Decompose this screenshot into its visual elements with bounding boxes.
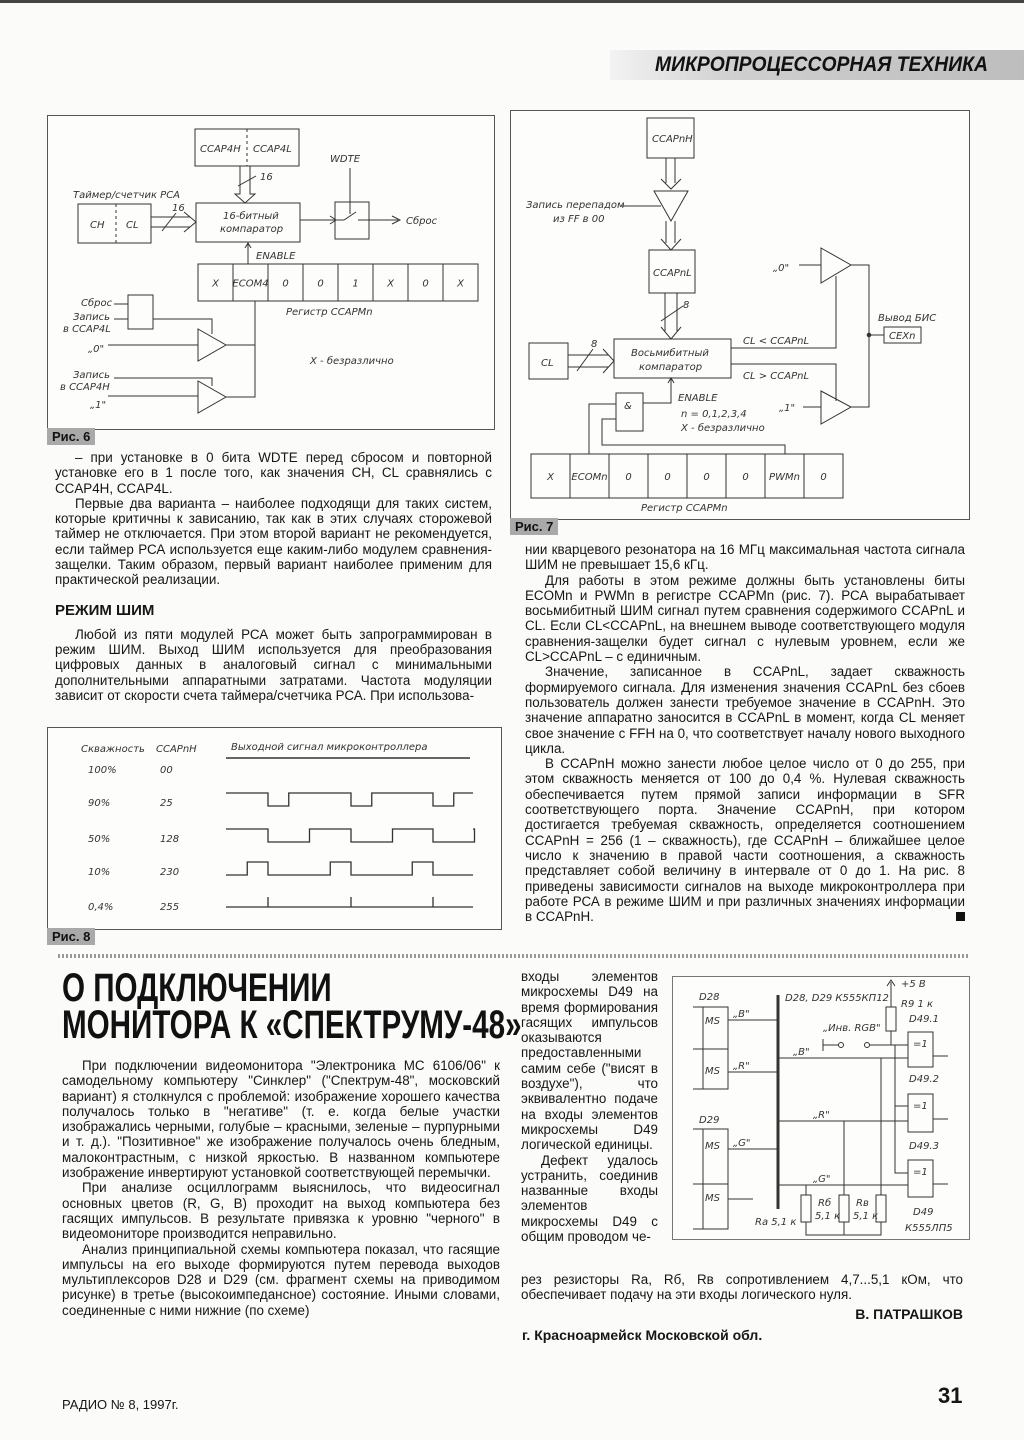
label-pin: Вывод БИС (878, 313, 937, 324)
label-d49: D49 (913, 1207, 934, 1218)
pwm-waveform (226, 829, 475, 842)
label-ms: MS (705, 1016, 720, 1027)
ccapnh-value: 230 (160, 867, 180, 878)
paragraph: рез резисторы Rа, Rб, Rв сопротивлением 4,7...5,1 кОм, что обеспечивает подачу на эти входы логического нуля. (521, 1272, 963, 1303)
pwm-waveform (226, 897, 473, 907)
register-label: Регистр CCAPMn (286, 307, 373, 318)
gate-d49-2 (908, 1094, 933, 1132)
ch-cl-box (78, 204, 151, 243)
label-write-edge: Запись перепадом (526, 200, 625, 211)
figure-7-caption: Рис. 7 (510, 518, 558, 535)
svg-text:=1: =1 (913, 1039, 928, 1050)
label-and: & (624, 401, 632, 412)
input-zero: „0" (88, 344, 105, 355)
input-reset: Сброс (81, 298, 113, 309)
article-divider (58, 954, 968, 958)
input-one: „1" (90, 400, 107, 411)
label-d49-1: D49.1 (909, 1014, 939, 1025)
signal-r: „R" (733, 1061, 750, 1072)
duty-value: 100% (88, 765, 117, 776)
label-ccap4h: CCAP4H (200, 144, 241, 155)
duty-value: 10% (88, 867, 111, 878)
column-header-duty: Скважность (81, 744, 145, 755)
column-header-ccapnh: CCAPnH (156, 744, 197, 755)
register-bit: X (387, 278, 394, 290)
ccapnh-value: 128 (160, 834, 180, 845)
figure-6 (47, 115, 495, 430)
article-continuation (521, 1272, 963, 1303)
label-invert-rgb: „Инв. RGB" (823, 1023, 881, 1034)
left-column-text (55, 450, 492, 703)
bus-width-label: 16 (260, 172, 273, 183)
ccapnh-value: 25 (160, 798, 173, 809)
label-ccap4l: CCAP4L (253, 144, 292, 155)
label-ms: MS (705, 1193, 720, 1204)
paragraph: Анализ принципиальной схемы компьютера показал, что гасящие импульсы на его выходе формируются путем перевода выходов мультиплексоров D28 и D29 (см. фрагмент схемы на приводимом рисунке) в третье (высокоимпедансное) состояние. Иными словами, соединенные с ними нижние (по схеме) (62, 1241, 500, 1318)
label-d49-2: D49.2 (909, 1074, 939, 1085)
label-ccapnl: CCAPnL (653, 268, 692, 279)
paragraph: При подключении видеомонитора "Электроника МС 6106/06" к самодельному компьютеру "Синклер" ("Спектрум-48", московский вариант) я столкнулся с проблемой: изображение хорошего качества получалось только в "негативе" (т. е. когда белые участки изображались черными, голубые – красными, зеленые – пурпурными и т. д.). "Позитивное" же изображение получалось очень бледным, малоконтрастным, с низкой яркостью. В названном компьютере изображение инвертируют установкой соответствующей перемычки. (62, 1058, 500, 1181)
label-zero: „0" (773, 263, 790, 274)
pwm-waveform (226, 793, 473, 806)
label-cl: CL (126, 220, 139, 231)
section-heading: РЕЖИМ ШИМ (55, 601, 155, 619)
section-title: МИКРОПРОЦЕССОРНАЯ ТЕХНИКА (655, 53, 988, 76)
svg-text:=1: =1 (913, 1101, 928, 1112)
label-cl-greater: CL > CCAPnL (743, 371, 810, 382)
signal-g: „G" (733, 1138, 751, 1149)
register-bit: ECOMn (571, 472, 608, 483)
bus-width-label: 8 (591, 339, 598, 350)
duty-value: 90% (88, 798, 111, 809)
svg-text:5,1 к: 5,1 к (815, 1211, 841, 1222)
signal-b: „B" (733, 1009, 750, 1020)
page-number: 31 (938, 1383, 963, 1408)
input-write-l: Запись (73, 312, 110, 323)
comparator-label: 16-битный (223, 211, 279, 222)
title-line: МОНИТОРА К «СПЕКТРУМУ-48» (62, 1003, 522, 1047)
label-cl-less: CL < CCAPnL (743, 336, 810, 347)
signal-b: „B" (793, 1047, 810, 1058)
pwm-waveform (226, 862, 473, 875)
paragraph: Значение, записанное в CCAPnL, задает скважность формируемого сигнала. Для изменения значения CCAPnL без сбоев пользователь должен занести требуемое значение в CCAPnH. Это значение аппаратно заносится в CCAPnL в момент, когда CL меняет свое значение с FFH на 0, что соответствует началу нового выходного цикла. (525, 664, 965, 756)
title-line: О ПОДКЛЮЧЕНИИ (62, 966, 332, 1010)
label-d49-3: D49.3 (909, 1141, 939, 1152)
label-enable: ENABLE (678, 393, 718, 404)
article-title (62, 966, 522, 1047)
comparator-label: Восьмибитный (631, 348, 709, 359)
figure-8-caption: Рис. 8 (47, 928, 95, 945)
author: В. ПАТРАШКОВ (855, 1306, 963, 1322)
duty-value: 0,4% (88, 902, 114, 913)
register-bit: 0 (742, 472, 749, 483)
narrow-column-text (521, 969, 658, 1244)
svg-text:5,1 к: 5,1 к (853, 1211, 879, 1222)
label-wdte: WDTE (330, 154, 361, 165)
label-ms: MS (705, 1066, 720, 1077)
article-column-text (62, 1058, 500, 1318)
register-bit: 0 (422, 278, 429, 290)
label-ccapnh: CCAPnH (652, 134, 693, 145)
figure-8 (47, 727, 502, 930)
paragraph: – при установке в 0 бита WDTE перед сбросом и повторной установке его в 1 после того, как значения CH, CL сравнялись с CCAP4H, CCAP4L. (55, 450, 492, 496)
bus-width-label: 8 (683, 300, 690, 311)
invert-jumper (823, 1039, 908, 1173)
register-label: Регистр CCAPMn (641, 503, 728, 514)
register-bit: X (457, 278, 464, 290)
comparator-label: компаратор (220, 224, 284, 235)
label-enable: ENABLE (256, 251, 296, 262)
paragraph: Первые два варианта – наиболее подходящи для таких систем, которые критичны к зависанию, так как в этих случаях сторожевой таймер не отключается. При этом второй вариант не рекомендуется, если таймер РСА используется еще каким-либо модулем сравнения-защелки. Таким образом, первый вариант наиболее применим для практической реализации. (55, 495, 492, 588)
register-bit: 0 (317, 278, 324, 290)
register-bit: 0 (703, 472, 710, 483)
label-d29: D29 (699, 1115, 720, 1126)
top-rule (0, 0, 1024, 3)
register-bit: PWMn (769, 472, 800, 483)
register-bit: ECOM4 (232, 278, 269, 290)
input-write-h: в CCAP4H (60, 382, 110, 393)
input-write-h: Запись (73, 370, 110, 381)
label-ch: CH (90, 220, 105, 231)
register-bit: 0 (820, 472, 827, 483)
label-n-values: n = 0,1,2,3,4 (681, 409, 747, 420)
signal-g: „G" (813, 1174, 831, 1185)
register-bit: X (547, 472, 554, 483)
register-bit: X (212, 278, 219, 290)
input-write-l: в CCAP4L (63, 324, 111, 335)
paragraph: Для работы в этом режиме должны быть установлены биты ECOMn и PWMn в регистре CCAPMn (рис. 7). РСА вырабатывает восьмибитный ШИМ сигнал путем сравнения содержимого CCAPnL и CL. Если CL<CCAPnL, на внешнем выводе соответствующего модуля сравнения-защелки будет сигнал с нулевым уровнем, если же CL>CCAPnL – с единичным. (525, 572, 965, 665)
label-cl: CL (541, 358, 554, 369)
label-rv: Rв (856, 1198, 869, 1209)
label-cexn: CEXn (889, 331, 916, 342)
register-bit: 0 (664, 472, 671, 483)
label-reset-out: Сброс (406, 216, 438, 227)
note: X - безразлично (310, 356, 394, 367)
right-column-text (525, 542, 965, 924)
ccapnh-value: 00 (160, 765, 173, 776)
note: X - безразлично (681, 423, 765, 434)
figure-7 (510, 110, 970, 520)
label-ra: Rа 5,1 к (755, 1217, 797, 1228)
paragraph: входы элементов микросхемы D49 на время формирования гасящих импульсов оказываются предоставленными самим себе ("висят в воздухе"), что эквивалентно подаче на входы элементов микросхемы D49 логической единицы. (521, 969, 658, 1153)
paragraph: нии кварцевого резонатора на 16 МГц максимальная частота сигнала ШИМ не превышает 15,6 кГц. (525, 542, 965, 573)
label-ms: MS (705, 1141, 720, 1152)
label-write-edge: из FF в 00 (553, 214, 605, 225)
comparator-label: компаратор (639, 362, 703, 373)
comparator-box (196, 203, 300, 242)
register-bit: 0 (282, 278, 289, 290)
bus-width-label: 16 (172, 203, 185, 214)
svg-text:=1: =1 (913, 1167, 928, 1178)
end-of-article-mark (956, 912, 965, 921)
label-one: „1" (779, 403, 796, 414)
ccapnh-value: 255 (160, 902, 180, 913)
paragraph: В CCAPnH можно занести любое целое число от 0 до 255, при этом скважность меняется от 100 до 0,4 %. Нулевая скважность обеспечивается путем прямой записи информации в SFR соответствующего порта. Значение CCAPnH, при котором достигается требуемая скважность, определяется соотношением CCAPnH = 256 (1 – скважность), где CCAPnH – ближайшее целое число к значению в правой части соотношения, а скважность представляет собой величину в интервале от 0 до 1. На рис. 8 приведены зависимости сигналов на выходе микроконтроллера при работе РСА в режиме ШИМ и при различных значениях информации в CCAPnH. (525, 756, 965, 925)
label-vcc: +5 В (901, 979, 926, 990)
footer-issue: РАДИО № 8, 1997г. (62, 1397, 179, 1412)
gate-d49-3 (908, 1160, 933, 1197)
register-bit: 1 (352, 278, 359, 290)
label-d28: D28 (699, 992, 720, 1003)
logic-box (128, 295, 153, 329)
label-r9: R9 1 к (901, 999, 934, 1010)
paragraph: Любой из пяти модулей РСА может быть запрограммирован в режим ШИМ. Выход ШИМ используется для преобразования цифровых данных в аналоговый сигнал с минимальными дополнительными аппаратными затратами. Частота модуляции зависит от скорости счета таймера/счетчика РСА. При использова- (55, 626, 492, 703)
paragraph: Дефект удалось устранить, соединив названные входы элементов микросхемы D49 с общим проводом че- (521, 1152, 658, 1245)
column-header-signal: Выходной сигнал микроконтроллера (231, 742, 428, 753)
figure-6-caption: Рис. 6 (47, 428, 95, 445)
label-chip-types: D28, D29 К555КП12 (785, 993, 889, 1004)
schematic (672, 976, 970, 1240)
duty-value: 50% (88, 834, 111, 845)
label-d49-type: К555ЛП5 (905, 1223, 953, 1234)
paragraph: При анализе осциллограмм выяснилось, что видеосигнал основных цветов (R, G, B) проходит на выход компьютера без гасящих импульсов. В результате привязка к уровню "черного" в видеомониторе производится неправильно. (62, 1180, 500, 1242)
signal-r: „R" (813, 1110, 830, 1121)
register-bit: 0 (625, 472, 632, 483)
label-timer: Таймер/счетчик РСА (73, 190, 181, 201)
label-rb: Rб (818, 1198, 832, 1209)
author-city: г. Красноармейск Московской обл. (522, 1327, 763, 1343)
and-gate (616, 393, 643, 431)
